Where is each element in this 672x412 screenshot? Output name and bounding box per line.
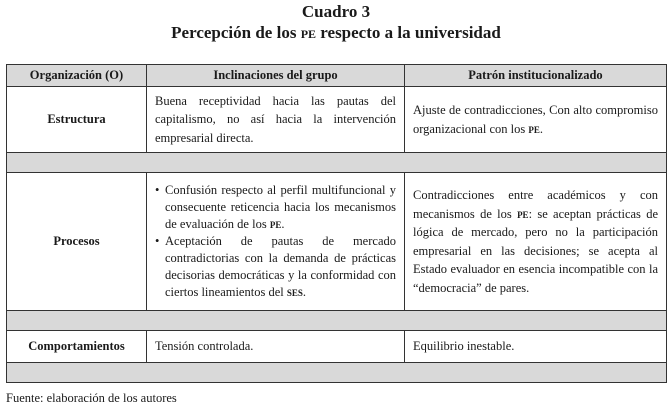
row-label-estructura: Estructura — [7, 87, 147, 153]
estructura-patron-acronym: pe — [528, 121, 540, 136]
header-row — [7, 65, 667, 87]
separator-row — [7, 363, 667, 383]
bullet-2-end: . — [302, 285, 306, 299]
bullet-2-text: Aceptación de pautas de mercado contradictorias con la demanda de prácticas decisorias democráticas y la conformidad con ciertos lineamientos del — [165, 234, 396, 299]
table-subtitle — [0, 22, 672, 43]
subtitle-acronym: pe — [300, 23, 317, 42]
list-item — [155, 233, 396, 301]
subtitle-text-end: respecto a la universidad — [316, 23, 501, 42]
table-row-estructura — [7, 87, 667, 153]
separator-row — [7, 153, 667, 173]
list-item — [155, 182, 396, 233]
table-title: Cuadro 3 — [301, 2, 371, 21]
estructura-inclinaciones: Buena receptividad hacia las pautas del capitalismo, no así hacia la intervención empresarial directa. — [147, 87, 405, 153]
procesos-patron-text: Contradicciones entre académicos y con mecanismos de los — [413, 188, 658, 221]
separator-row — [7, 311, 667, 331]
row-label-comportamientos: Comportamientos — [7, 331, 147, 363]
procesos-patron-end: : se aceptan prácticas de lógica de mercado, pero no la participación empresarial en las decisiones; se acepta al Estado evaluador en esencia incompatible con la “democracia” de pares. — [413, 206, 659, 295]
table-source: Fuente: elaboración de los autores — [6, 391, 177, 405]
estructura-patron-end: . — [539, 121, 543, 136]
separator-cell — [7, 311, 667, 331]
procesos-inclinaciones — [147, 173, 405, 311]
procesos-patron-acronym: pe — [517, 206, 529, 221]
comportamientos-inclinaciones: Tensión controlada. — [147, 331, 405, 363]
comportamientos-patron: Equilibrio inestable. — [405, 331, 667, 363]
table-caption — [0, 2, 672, 43]
header-inclinaciones: Inclinaciones del grupo — [147, 65, 405, 87]
row-label-procesos: Procesos — [7, 173, 147, 311]
perception-table — [6, 64, 667, 383]
separator-cell — [7, 153, 667, 173]
bullet-2-acronym: ses — [286, 285, 303, 299]
subtitle-text-start: Percepción de los — [171, 23, 301, 42]
header-organizacion: Organización (O) — [7, 65, 147, 87]
table-row-comportamientos — [7, 331, 667, 363]
procesos-bullet-list — [155, 182, 396, 301]
header-patron: Patrón institucionalizado — [405, 65, 667, 87]
bullet-1-end: . — [281, 217, 285, 231]
estructura-patron — [405, 87, 667, 153]
table-row-procesos — [7, 173, 667, 311]
procesos-patron — [405, 173, 667, 311]
bullet-1-text: Confusión respecto al perfil multifuncional y consecuente reticencia hacia los mecanismos de evaluación de los — [165, 183, 396, 231]
bullet-1-acronym: pe — [269, 217, 282, 231]
estructura-patron-text: Ajuste de contradicciones, Con alto compromiso organizacional con los — [413, 103, 658, 136]
separator-cell — [7, 363, 667, 383]
